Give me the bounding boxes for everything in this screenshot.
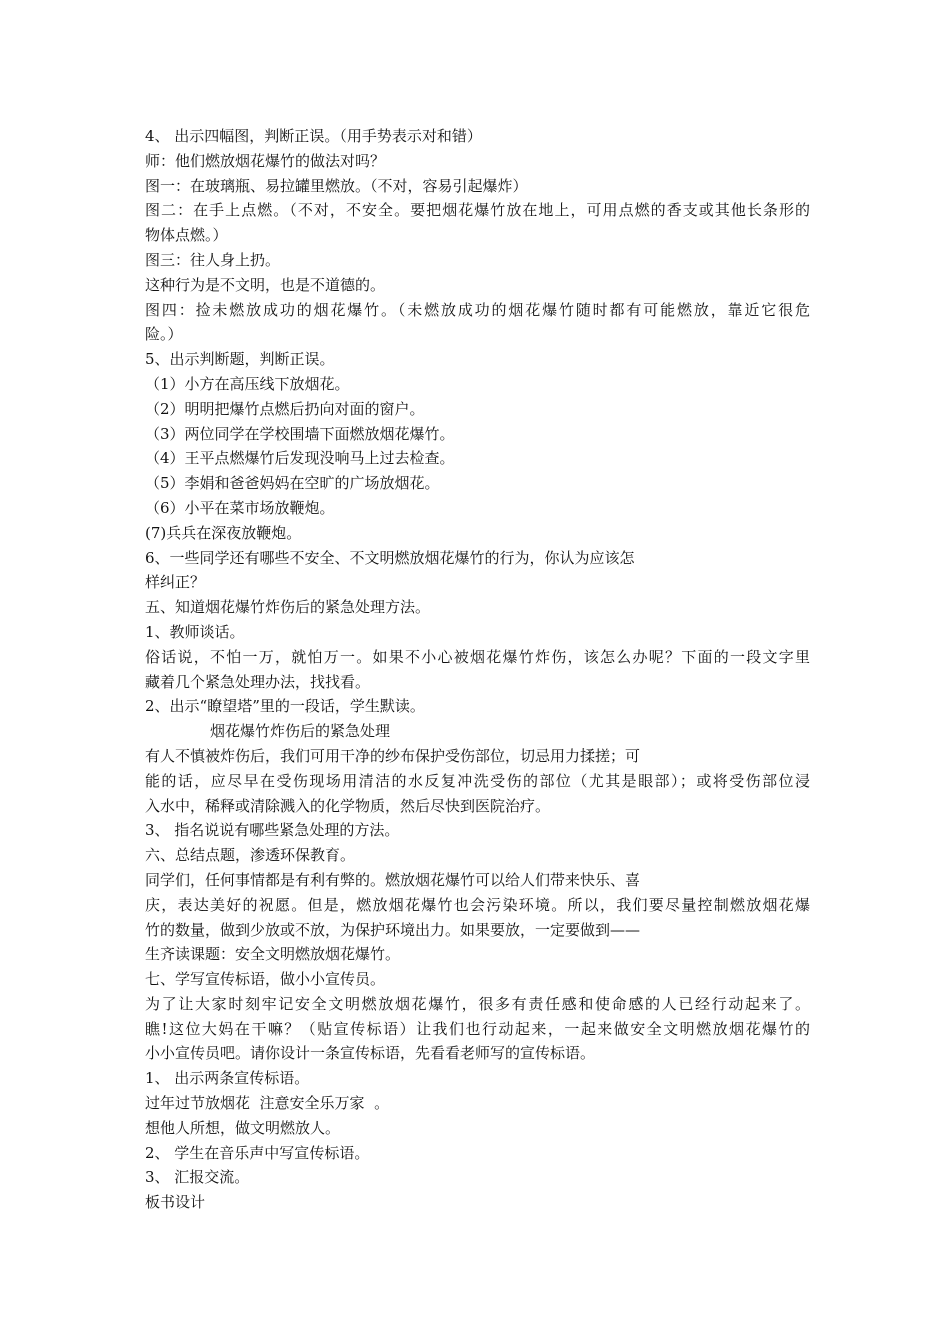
- slogan-line: 过年过节放烟花 注意安全乐万家 。: [145, 1094, 390, 1113]
- text-line: （6）小平在菜市场放鞭炮。: [145, 498, 335, 517]
- text-line: 生齐读课题：安全文明燃放烟花爆竹。: [145, 945, 401, 964]
- text-line: （2）明明把爆竹点燃后扔向对面的窗户。: [145, 399, 425, 418]
- section-heading: 七、学写宣传标语，做小小宣传员。: [145, 970, 386, 989]
- text-line: 图二：在手上点燃。（不对，不安全。要把烟花爆竹放在地上，可用点燃的香支或其他长条形的: [145, 201, 810, 220]
- text-line: 小小宣传员吧。请你设计一条宣传标语，先看看老师写的宣传标语。: [145, 1044, 596, 1063]
- text-line: 样纠正？: [145, 573, 206, 592]
- document-body: [145, 124, 810, 1215]
- text-line: （1）小方在高压线下放烟花。: [145, 374, 350, 393]
- section-heading: 六、总结点题，渗透环保教育。: [145, 846, 356, 865]
- text-line: （4）王平点燃爆竹后发现没响马上过去检查。: [145, 449, 455, 468]
- text-line: 竹的数量，做到少放或不放，为保护环境出力。如果要放，一定要做到——: [145, 920, 641, 939]
- text-line: 图四：捡未燃放成功的烟花爆竹。（未燃放成功的烟花爆竹随时都有可能燃放，靠近它很危: [145, 300, 810, 319]
- text-line: 能的话，应尽早在受伤现场用清洁的水反复冲洗受伤的部位（尤其是眼部）；或将受伤部位浸: [145, 771, 810, 790]
- board-design-heading: 板书设计: [145, 1193, 206, 1212]
- text-line: 险。）: [145, 325, 183, 344]
- text-line: 4、 出示四幅图，判断正误。（用手势表示对和错）: [145, 127, 482, 145]
- passage-title: 烟花爆竹炸伤后的紧急处理: [210, 722, 391, 741]
- text-line: 这种行为是不文明，也是不道德的。: [145, 275, 386, 294]
- text-line: 有人不慎被炸伤后，我们可用干净的纱布保护受伤部位，切忌用力揉搓；可: [145, 746, 641, 765]
- slogan-line: 想他人所想，做文明燃放人。: [145, 1118, 341, 1137]
- text-line: 3、 指名说说有哪些紧急处理的方法。: [145, 821, 400, 840]
- text-line: （5）李娟和爸爸妈妈在空旷的广场放烟花。: [145, 474, 440, 493]
- section-heading: 五、知道烟花爆竹炸伤后的紧急处理方法。: [145, 598, 431, 617]
- text-line: 2、 学生在音乐声中写宣传标语。: [145, 1143, 370, 1162]
- text-line: 1、教师谈话。: [145, 622, 245, 641]
- text-line: 藏着几个紧急处理办法，找找看。: [145, 672, 371, 691]
- text-line: 3、 汇报交流。: [145, 1168, 250, 1187]
- text-line: （3）两位同学在学校围墙下面燃放烟花爆竹。: [145, 424, 455, 443]
- text-line: 师：他们燃放烟花爆竹的做法对吗？: [145, 151, 386, 170]
- text-line: 瞧!这位大妈在干嘛？（贴宣传标语）让我们也行动起来，一起来做安全文明燃放烟花爆竹的: [145, 1019, 810, 1038]
- text-line: 2、出示“瞭望塔”里的一段话，学生默读。: [145, 697, 425, 716]
- text-line: 入水中，稀释或清除溅入的化学物质，然后尽快到医院治疗。: [145, 796, 551, 815]
- text-line: 俗话说，不怕一万，就怕万一。如果不小心被烟花爆竹炸伤，该怎么办呢？下面的一段文字里: [145, 647, 810, 666]
- text-line: 6、一些同学还有哪些不安全、不文明燃放烟花爆竹的行为，你认为应该怎: [145, 548, 635, 567]
- text-line: 同学们，任何事情都是有利有弊的。燃放烟花爆竹可以给人们带来快乐、喜: [145, 870, 641, 889]
- text-line: 5、出示判断题，判断正误。: [145, 350, 335, 369]
- text-line: (7)兵兵在深夜放鞭炮。: [145, 523, 302, 542]
- text-line: 物体点燃。）: [145, 226, 228, 245]
- text-line: 图一：在玻璃瓶、易拉罐里燃放。（不对，容易引起爆炸）: [145, 176, 528, 195]
- text-line: 图三：往人身上扔。: [145, 250, 281, 269]
- text-line: 为了让大家时刻牢记安全文明燃放烟花爆竹，很多有责任感和使命感的人已经行动起来了。: [145, 994, 810, 1013]
- text-line: 1、 出示两条宣传标语。: [145, 1069, 310, 1088]
- text-line: 庆，表达美好的祝愿。但是，燃放烟花爆竹也会污染环境。所以，我们要尽量控制燃放烟花爆: [145, 895, 810, 914]
